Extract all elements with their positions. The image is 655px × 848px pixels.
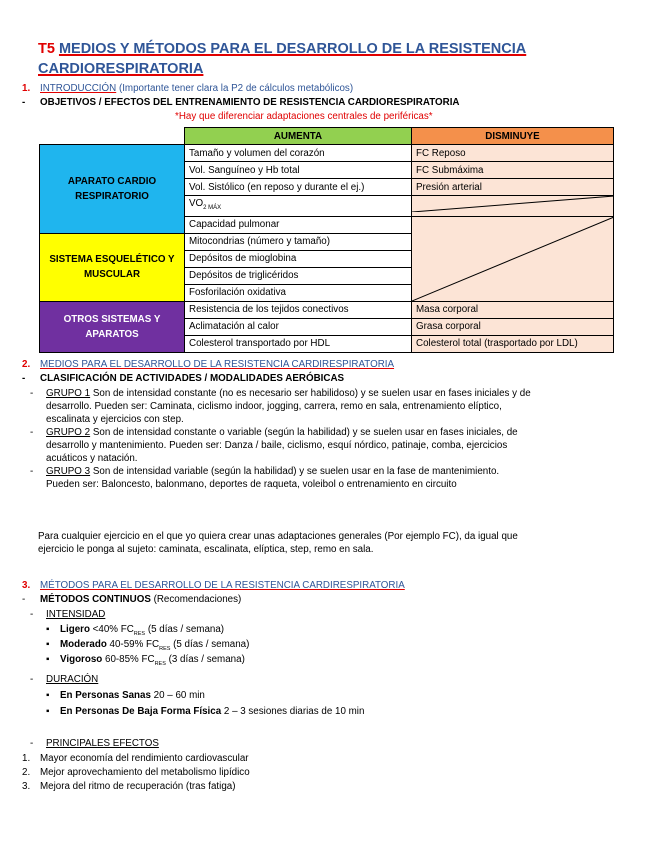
table-cell: Colesterol transportado por HDL [185,335,412,352]
text: 20 – 60 min [150,690,205,701]
text: 60-85% FC [102,654,155,665]
text: Para cualquier ejercicio en el que yo quiera crear unas adaptaciones generales (Por ejemplo FC), da igual que [38,531,518,542]
text: En Personas De Baja Forma Física [60,706,222,717]
table-cell-vo2max [185,196,412,217]
subheading-text: OBJETIVOS / EFECTOS DEL ENTRENAMIENTO DE RESISTENCIA CARDIORESPIRATORIA [40,97,460,108]
subscript: RES [154,660,166,667]
table-cell: Vol. Sanguíneo y Hb total [185,162,412,179]
title-line-1: MEDIOS Y MÉTODOS PARA EL DESARROLLO DE LA RESISTENCIA [58,41,527,57]
list-item: 3. Mejora del ritmo de recuperación (tras fatiga) [22,781,236,792]
vo2-text: VO [189,198,204,209]
duration-list [46,689,364,721]
duracion-heading: - DURACIÓN [30,674,99,685]
table-cell: Depósitos de triglicéridos [185,267,412,284]
vo2-subscript: 2 MÁX [203,204,222,211]
diagonal-line [412,217,614,301]
list-item: ▪ En Personas De Baja Forma Física 2 – 3 sesiones diarias de 10 min [46,706,365,717]
subscript: RES [159,645,171,652]
list-item: ▪ En Personas Sanas 20 – 60 min [46,690,205,701]
section-3-subheading: - MÉTODOS CONTINUOS (Recomendaciones) [22,594,242,605]
section-3-heading [22,579,405,592]
table-cell: Depósitos de mioglobina [185,250,412,267]
text: (5 días / semana) [145,624,225,635]
table-cell: Colesterol total (trasportado por LDL) [412,335,614,352]
diagonal-line [412,196,614,212]
table-cell: Fosforilación oxidativa [185,284,412,301]
group-1-label: GRUPO 1 [46,388,91,399]
text: desarrollo. Pueden ser: Caminata, ciclismo indoor, jogging, carrera, remo en sala, entrenamiento elíptico, [46,401,502,412]
table-cell: FC Reposo [412,145,614,162]
effects-list [22,752,250,794]
table-cell: FC Submáxima [412,162,614,179]
column-header-disminuye: DISMINUYE [412,128,614,145]
subheading-text: CLASIFICACIÓN DE ACTIVIDADES / MODALIDADES AERÓBICAS [40,373,345,384]
table-cell: Presión arterial [412,179,614,196]
table-cell: Masa corporal [412,301,614,318]
text: Son de intensidad constante (no es necesario ser habilidoso) y se suelen usar en fases iniciales y de [90,388,531,399]
empty-corner-cell [40,128,185,145]
section-1-title[interactable]: INTRODUCCIÓN [40,83,117,94]
group-otros-sistemas: OTROS SISTEMAS Y APARATOS [40,301,185,352]
column-header-aumenta: AUMENTA [185,128,412,145]
efectos-heading: - PRINCIPALES EFECTOS [30,738,159,749]
list-item: - GRUPO 2 Son de intensidad constante o variable (según la habilidad) y se suelen usar en fases iniciales, de [30,427,518,438]
efectos-label: PRINCIPALES EFECTOS [46,738,159,749]
group-sistema-esqueletico: SISTEMA ESQUELÉTICO Y MUSCULAR [40,233,185,301]
paragraph [38,530,638,556]
list-item: - GRUPO 3 Son de intensidad variable (según la habilidad) y se suelen usar en la fase de mantenimiento. [30,466,500,477]
text: (3 días / semana) [165,654,245,665]
table-cell: Aclimatación al calor [185,318,412,335]
text: Son de intensidad constante o variable (según la habilidad) y se suelen usar en fases iniciales, de [90,427,518,438]
list-item: ▪ Moderado 40-59% $FC_{RES}$ (5 días / semana) [46,639,250,652]
table-cell: Tamaño y volumen del corazón [185,145,412,162]
text: 2 – 3 sesiones diarias de 10 min [221,706,365,717]
text: Vigoroso [60,654,103,665]
warning-note: *Hay que diferenciar adaptaciones centrales de periféricas* [175,111,433,122]
intensity-list [46,623,249,668]
group-cardio-respiratorio: APARATO CARDIO RESPIRATORIO [40,145,185,234]
text: Mejor aprovechamiento del metabolismo lipídico [40,767,250,778]
text: Pueden ser: Baloncesto, balonmano, deportes de raqueta, voleibol o entrenamiento en circuito [46,479,457,490]
group-2-label: GRUPO 2 [46,427,91,438]
text: (5 días / semana) [170,639,250,650]
section-1-heading [22,82,353,95]
text: escalinata y ejercicios con step. [46,414,184,425]
table-cell: Vol. Sistólico (en reposo y durante el ej.) [185,179,412,196]
group-3-label: GRUPO 3 [46,466,91,477]
page-title [38,39,598,79]
list-item: 1. Mayor economía del rendimiento cardiovascular [22,753,249,764]
section-2-title[interactable]: MEDIOS PARA EL DESARROLLO DE LA RESISTENCIA CARDIRESPIRATORIA [40,359,395,370]
title-line-2: CARDIORESPIRATORIA [38,61,204,77]
text: Ligero [60,624,90,635]
table-cell: Mitocondrias (número y tamaño) [185,233,412,250]
section-1-note: (Importante tener clara la P2 de cálculos metabólicos) [118,83,354,94]
table-cell: Resistencia de los tejidos conectivos [185,301,412,318]
text: 40-59% FC [106,639,160,650]
intensidad-heading: - INTENSIDAD [30,609,106,620]
empty-diagonal-cell [412,196,614,217]
title-code: T5 [38,41,55,57]
list-item: 2. Mejor aprovechamiento del metabolismo lipídico [22,767,250,778]
text: ejercicio le ponga al sujeto: caminata, escalinata, elíptica, step, remo en sala. [38,544,374,555]
section-2-heading [22,358,394,371]
intensidad-label: INTENSIDAD [46,609,106,620]
text: En Personas Sanas [60,690,151,701]
subscript: RES [133,630,146,637]
text: Moderado [60,639,107,650]
section-3-title[interactable]: MÉTODOS PARA EL DESARROLLO DE LA RESISTENCIA CARDIRESPIRATORIA [40,580,405,591]
text: Mayor economía del rendimiento cardiovascular [40,753,249,764]
subheading-rest: (Recomendaciones) [150,594,242,605]
text: acuáticos y natación. [46,453,138,464]
objectives-table-wrap [39,127,614,353]
objectives-table [39,127,614,353]
subheading-bold: MÉTODOS CONTINUOS [40,594,151,605]
group-list [30,387,630,491]
list-item: ▪ Ligero <40% $FC_{RES}$ (5 días / semana) [46,624,225,637]
text: Mejora del ritmo de recuperación (tras fatiga) [40,781,236,792]
section-1-subheading: - OBJETIVOS / EFECTOS DEL ENTRENAMIENTO DE RESISTENCIA CARDIORESPIRATORIA [22,97,460,108]
list-item: ▪ Vigoroso 60-85% $FC_{RES}$ (3 días / semana) [46,654,245,667]
table-cell: Capacidad pulmonar [185,216,412,233]
section-2-subheading: - CLASIFICACIÓN DE ACTIVIDADES / MODALIDADES AERÓBICAS [22,373,345,384]
duracion-label: DURACIÓN [46,674,99,685]
empty-diagonal-cell-large [412,216,614,301]
text: desarrollo y mantenimiento. Pueden ser: Danza / baile, ciclismo, esquí nórdico, patinaje, comba, ejercicios [46,440,508,451]
section-number: 2. [22,359,31,370]
list-item: - GRUPO 1 Son de intensidad constante (no es necesario ser habilidoso) y se suelen usar en fases iniciales y de [30,388,531,399]
text: <40% FC [89,624,134,635]
text: Son de intensidad variable (según la habilidad) y se suelen usar en la fase de mantenimiento. [90,466,500,477]
table-cell: Grasa corporal [412,318,614,335]
section-number: 1. [22,83,31,94]
section-number: 3. [22,580,31,591]
